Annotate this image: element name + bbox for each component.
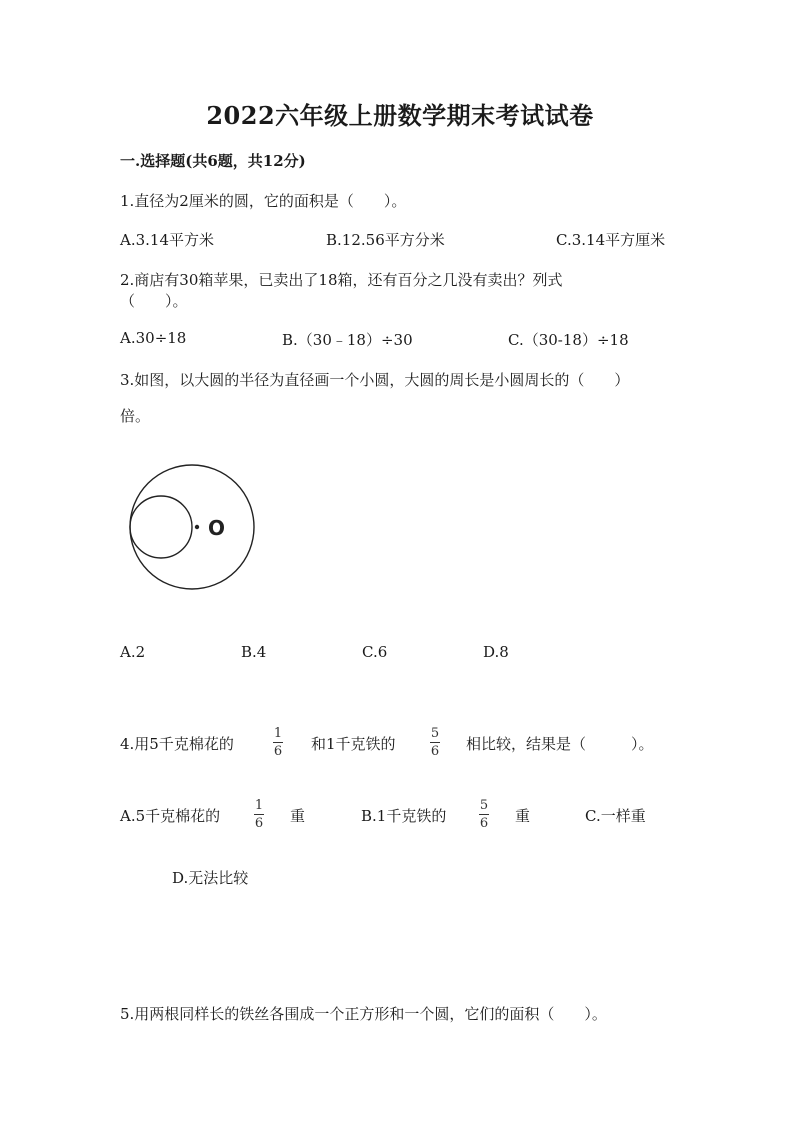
option-b-fraction [479, 798, 489, 831]
question-2-option-a: A.30÷18 [120, 329, 187, 347]
question-3-option-c: C.6 [362, 643, 388, 661]
question-4-option-a-part1: A.5千克棉花的 [120, 807, 221, 825]
question-3-option-a: A.2 [120, 643, 146, 661]
fraction-denominator: 6 [273, 744, 283, 759]
fraction-bar [430, 742, 440, 743]
question-4-option-b-part1: B.1千克铁的 [361, 807, 447, 825]
fraction-denominator: 6 [430, 744, 440, 759]
fraction-one-sixth [273, 726, 283, 759]
question-4-option-c: C.一样重 [585, 807, 646, 825]
fraction-numerator: 5 [430, 726, 440, 741]
fraction-five-sixths [430, 726, 440, 759]
option-a-fraction [254, 798, 264, 831]
question-1-option-c: C.3.14平方厘米 [556, 231, 666, 249]
question-3-option-b: B.4 [241, 643, 267, 661]
fraction-numerator: 1 [254, 798, 264, 813]
question-4-stem-part2: 和1千克铁的 [311, 735, 396, 753]
fraction-bar [254, 814, 264, 815]
question-4-option-a-part2: 重 [290, 807, 306, 825]
question-4-stem-part3: 相比较，结果是（ ）。 [466, 735, 654, 753]
question-1-stem: 1.直径为2厘米的圆，它的面积是（ ）。 [120, 192, 407, 210]
question-2-stem-line1: 2.商店有30箱苹果，已卖出了18箱，还有百分之几没有卖出？列式 [120, 271, 563, 289]
question-3-stem-line2: 倍。 [120, 407, 151, 425]
question-4-option-d: D.无法比较 [172, 869, 249, 887]
question-4-option-b-part2: 重 [515, 807, 531, 825]
fraction-numerator: 5 [479, 798, 489, 813]
fraction-denominator: 6 [254, 816, 264, 831]
center-label-o: O [208, 516, 226, 540]
fraction-denominator: 6 [479, 816, 489, 831]
question-2-stem-line2: （ ）。 [120, 292, 188, 310]
fraction-bar [479, 814, 489, 815]
question-1-option-a: A.3.14平方米 [120, 231, 214, 249]
circles-figure [126, 463, 266, 593]
question-2-option-b: B.（30﹣18）÷30 [282, 331, 413, 349]
fraction-bar [273, 742, 283, 743]
question-3-option-d: D.8 [483, 643, 509, 661]
section-heading: 一.选择题(共6题，共12分) [120, 152, 306, 170]
question-2-option-c: C.（30-18）÷18 [508, 331, 629, 349]
page-title: 2022六年级上册数学期末考试试卷 [206, 101, 594, 130]
fraction-numerator: 1 [273, 726, 283, 741]
question-3-stem-line1: 3.如图，以大圆的半径为直径画一个小圆，大圆的周长是小圆周长的（ ） [120, 371, 630, 389]
question-1-option-b: B.12.56平方分米 [326, 231, 445, 249]
small-circle [130, 496, 192, 558]
question-5-stem: 5.用两根同样长的铁丝各围成一个正方形和一个圆，它们的面积（ ）。 [120, 1005, 607, 1023]
question-4-stem-part1: 4.用5千克棉花的 [120, 735, 234, 753]
center-point [195, 525, 199, 529]
